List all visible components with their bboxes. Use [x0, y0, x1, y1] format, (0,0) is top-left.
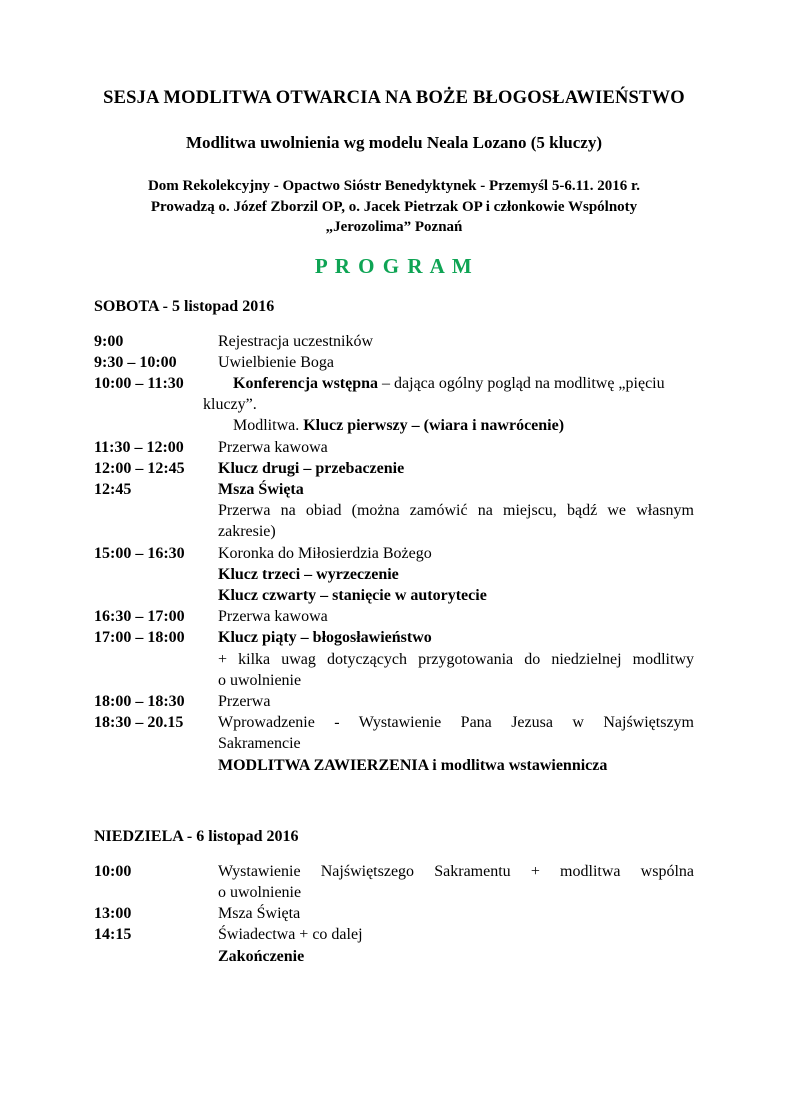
row-description: [218, 458, 694, 479]
row-description: [218, 627, 694, 691]
description-text: kluczy”.: [203, 396, 257, 414]
schedule-row: [94, 458, 694, 479]
row-time: 18:00 – 18:30: [94, 692, 185, 710]
row-time: 14:15: [94, 926, 132, 944]
description-line: [218, 437, 694, 458]
description-line: [218, 500, 694, 521]
row-description: [218, 712, 694, 776]
schedule-row: [94, 479, 694, 543]
row-time: 10:00: [94, 862, 132, 880]
row-description: [218, 606, 694, 627]
row-time: 17:00 – 18:00: [94, 629, 185, 647]
description-line: [218, 627, 694, 648]
row-description: [218, 437, 694, 458]
schedule-row: [94, 543, 694, 607]
schedule-row: [94, 352, 694, 373]
event-info-line-venue: Dom Rekolekcyjny - Opactwo Sióstr Benedyktynek - Przemyśl 5-6.11. 2016 r.: [147, 178, 641, 194]
schedule-row: [94, 606, 694, 627]
row-description: [218, 903, 694, 924]
description-line: [218, 352, 694, 373]
section-heading: SOBOTA - 5 listopad 2016: [94, 297, 275, 315]
description-text: Przerwa na obiad (można zamówić na miejscu, bądź we własnym: [218, 502, 694, 520]
description-line: [218, 924, 694, 945]
description-text: o uwolnienie: [218, 671, 302, 689]
row-description: [218, 543, 694, 607]
row-description: [218, 861, 694, 903]
row-time: 11:30 – 12:00: [94, 438, 184, 456]
row-time: 16:30 – 17:00: [94, 608, 185, 626]
section-heading: NIEDZIELA - 6 listopad 2016: [94, 827, 299, 845]
description-text: Przerwa kawowa: [218, 438, 328, 456]
description-text-bold: Klucz pierwszy – (wiara i nawrócenie): [303, 417, 565, 435]
schedule-row: [94, 924, 694, 966]
row-description: [218, 479, 694, 543]
description-text: Wystawienie Najświętszego Sakramentu + modlitwa wspólna: [218, 862, 694, 880]
program-sections: [94, 298, 694, 967]
row-time: 9:00: [94, 332, 124, 350]
row-time: 15:00 – 16:30: [94, 544, 185, 562]
event-info-line-leaders: Prowadzą o. Józef Zborzil OP, o. Jacek Pietrzak OP i członkowie Wspólnoty: [150, 198, 638, 215]
description-line: [218, 564, 694, 585]
description-line: [218, 670, 694, 691]
description-text-bold: Klucz trzeci – wyrzeczenie: [218, 565, 399, 583]
description-text: Rejestracja uczestników: [218, 332, 374, 350]
description-line: [218, 691, 694, 712]
description-text: Wprowadzenie - Wystawienie Pana Jezusa w Najświętszym: [218, 714, 694, 732]
description-line: [218, 521, 694, 542]
description-text: Uwielbienie Boga: [218, 353, 334, 371]
row-description: [203, 373, 694, 437]
description-text: Koronka do Miłosierdzia Bożego: [218, 544, 432, 562]
row-time: 12:00 – 12:45: [94, 459, 185, 477]
description-text: Sakramencie: [218, 735, 301, 753]
description-line: [218, 606, 694, 627]
schedule-row: [94, 437, 694, 458]
program-section: [94, 298, 694, 776]
description-line: [218, 585, 694, 606]
description-text: Msza Święta: [218, 905, 301, 923]
description-line: [218, 733, 694, 754]
description-text-bold: Klucz czwarty – stanięcie w autorytecie: [218, 586, 487, 604]
description-text-bold: MODLITWA ZAWIERZENIA i modlitwa wstawiennicza: [218, 756, 608, 774]
description-line: [218, 458, 694, 479]
program-heading: P R O G R A M: [314, 253, 474, 278]
description-line: [218, 861, 694, 882]
description-line: [233, 373, 694, 394]
event-info-block: [94, 176, 694, 238]
description-line: [218, 331, 694, 352]
description-text-bold: Konferencja wstępna: [233, 374, 379, 392]
description-text: Świadectwa + co dalej: [218, 926, 363, 944]
description-text: zakresie): [218, 523, 276, 541]
schedule-row: [94, 903, 694, 924]
description-text-bold: Klucz piąty – błogosławieństwo: [218, 629, 432, 647]
description-text: Modlitwa.: [233, 417, 304, 435]
description-text: – dająca ogólny pogląd na modlitwę „pięciu: [378, 374, 665, 392]
row-time: 18:30 – 20.15: [94, 714, 184, 732]
schedule-row: [94, 861, 694, 903]
description-line: [218, 946, 694, 967]
row-description: [218, 331, 694, 352]
description-text-bold: Msza Święta: [218, 480, 304, 498]
row-description: [218, 352, 694, 373]
description-line: [218, 903, 694, 924]
row-description: [218, 691, 694, 712]
program-section: [94, 828, 694, 967]
page-subtitle: Modlitwa uwolnienia wg modelu Neala Lozano (5 kluczy): [185, 133, 603, 152]
row-time: 9:30 – 10:00: [94, 353, 177, 371]
description-line: [233, 415, 694, 436]
page-title: SESJA MODLITWA OTWARCIA NA BOŻE BŁOGOSŁAWIEŃSTWO: [103, 88, 685, 108]
row-time: 10:00 – 11:30: [94, 374, 184, 392]
schedule-row: [94, 331, 694, 352]
description-text: Przerwa kawowa: [218, 608, 328, 626]
schedule-row: [94, 712, 694, 776]
description-text-bold: Klucz drugi – przebaczenie: [218, 459, 405, 477]
event-info-line-community: „Jerozolima” Poznań: [325, 219, 463, 235]
schedule-row: [94, 627, 694, 691]
schedule-row: [94, 373, 694, 437]
description-line: [218, 543, 694, 564]
description-text: Przerwa: [218, 692, 271, 710]
description-text: o uwolnienie: [218, 883, 302, 901]
schedule-row: [94, 691, 694, 712]
description-line: [218, 755, 694, 776]
description-line: [218, 882, 694, 903]
description-line: [203, 394, 694, 415]
row-description: [218, 924, 694, 966]
row-time: 12:45: [94, 480, 132, 498]
description-text: + kilka uwag dotyczących przygotowania do niedzielnej modlitwy: [218, 650, 694, 668]
row-time: 13:00: [94, 905, 132, 923]
description-line: [218, 712, 694, 733]
description-line: [218, 649, 694, 670]
description-line: [218, 479, 694, 500]
description-text-bold: Zakończenie: [218, 947, 305, 965]
